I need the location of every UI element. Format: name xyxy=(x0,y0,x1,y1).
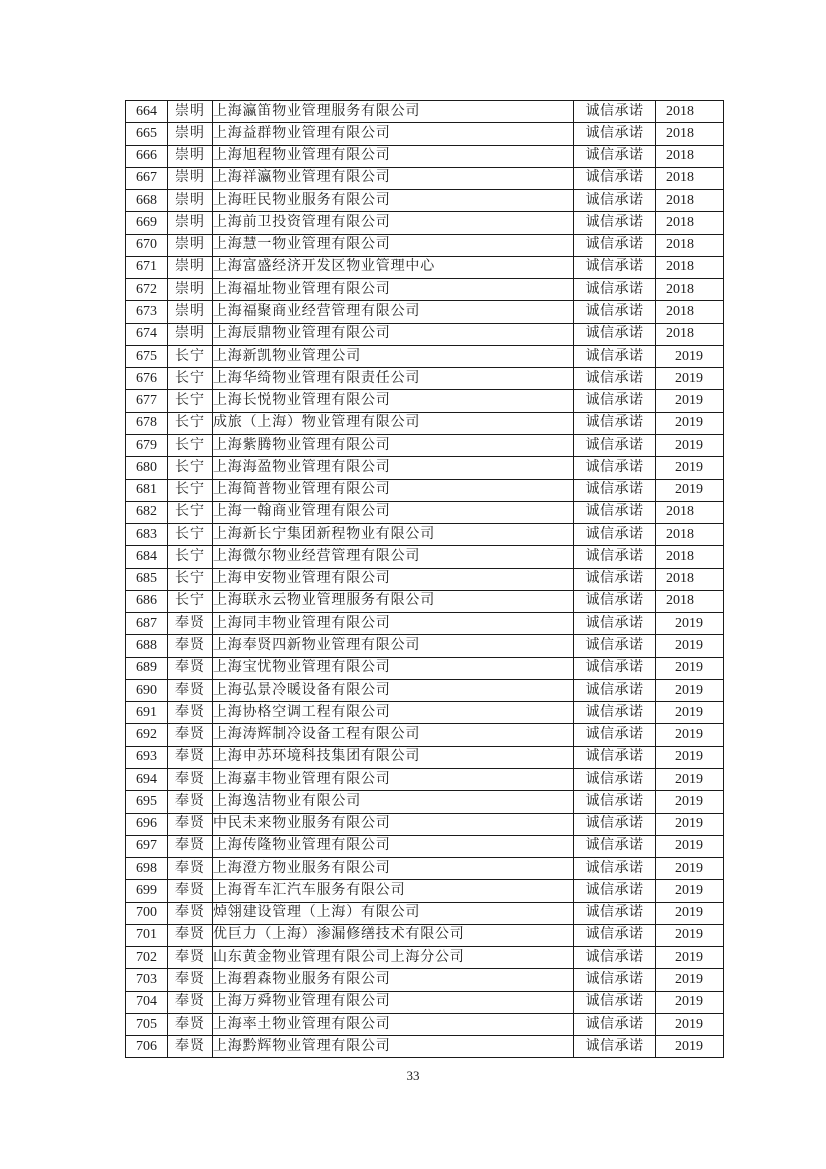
row-number-cell: 694 xyxy=(126,768,168,790)
district-cell: 长宁 xyxy=(168,457,213,479)
table-row xyxy=(126,613,724,635)
table-row xyxy=(126,657,724,679)
year-cell: 2018 xyxy=(656,568,724,590)
table-row xyxy=(126,434,724,456)
row-number-cell: 687 xyxy=(126,613,168,635)
company-name-cell: 上海辰鼎物业管理有限公司 xyxy=(213,323,574,345)
table-row xyxy=(126,1013,724,1035)
year-cell: 2019 xyxy=(656,791,724,813)
commitment-cell: 诚信承诺 xyxy=(574,1013,656,1035)
row-number-cell: 685 xyxy=(126,568,168,590)
row-number-cell: 676 xyxy=(126,368,168,390)
row-number-cell: 667 xyxy=(126,167,168,189)
commitment-cell: 诚信承诺 xyxy=(574,635,656,657)
row-number-cell: 674 xyxy=(126,323,168,345)
table-row xyxy=(126,702,724,724)
row-number-cell: 666 xyxy=(126,145,168,167)
company-name-cell: 上海新凯物业管理公司 xyxy=(213,345,574,367)
company-name-cell: 上海率土物业管理有限公司 xyxy=(213,1013,574,1035)
table-row xyxy=(126,479,724,501)
district-cell: 奉贤 xyxy=(168,835,213,857)
commitment-cell: 诚信承诺 xyxy=(574,791,656,813)
year-cell: 2018 xyxy=(656,279,724,301)
company-name-cell: 上海祥瀛物业管理有限公司 xyxy=(213,167,574,189)
commitment-cell: 诚信承诺 xyxy=(574,991,656,1013)
commitment-cell: 诚信承诺 xyxy=(574,301,656,323)
table-row xyxy=(126,924,724,946)
district-cell: 奉贤 xyxy=(168,613,213,635)
district-cell: 长宁 xyxy=(168,434,213,456)
row-number-cell: 692 xyxy=(126,724,168,746)
row-number-cell: 679 xyxy=(126,434,168,456)
commitment-cell: 诚信承诺 xyxy=(574,323,656,345)
company-name-cell: 优巨力（上海）渗漏修缮技术有限公司 xyxy=(213,924,574,946)
commitment-cell: 诚信承诺 xyxy=(574,613,656,635)
year-cell: 2019 xyxy=(656,768,724,790)
commitment-cell: 诚信承诺 xyxy=(574,1036,656,1058)
table-row xyxy=(126,145,724,167)
district-cell: 奉贤 xyxy=(168,902,213,924)
table-row xyxy=(126,524,724,546)
row-number-cell: 682 xyxy=(126,501,168,523)
district-cell: 长宁 xyxy=(168,546,213,568)
year-cell: 2019 xyxy=(656,368,724,390)
commitment-cell: 诚信承诺 xyxy=(574,234,656,256)
company-name-cell: 上海长悦物业管理有限公司 xyxy=(213,390,574,412)
district-cell: 崇明 xyxy=(168,301,213,323)
year-cell: 2018 xyxy=(656,256,724,278)
district-cell: 奉贤 xyxy=(168,724,213,746)
commitment-cell: 诚信承诺 xyxy=(574,123,656,145)
company-name-cell: 成旅（上海）物业管理有限公司 xyxy=(213,412,574,434)
table-row xyxy=(126,568,724,590)
company-name-cell: 上海益群物业管理有限公司 xyxy=(213,123,574,145)
company-name-cell: 上海传隆物业管理有限公司 xyxy=(213,835,574,857)
company-name-cell: 上海申安物业管理有限公司 xyxy=(213,568,574,590)
district-cell: 奉贤 xyxy=(168,991,213,1013)
table-row xyxy=(126,457,724,479)
table-row xyxy=(126,813,724,835)
district-cell: 长宁 xyxy=(168,412,213,434)
district-cell: 崇明 xyxy=(168,101,213,123)
row-number-cell: 683 xyxy=(126,524,168,546)
table-row xyxy=(126,212,724,234)
company-name-cell: 上海华绮物业管理有限责任公司 xyxy=(213,368,574,390)
row-number-cell: 686 xyxy=(126,590,168,612)
commitment-cell: 诚信承诺 xyxy=(574,345,656,367)
district-cell: 崇明 xyxy=(168,145,213,167)
company-name-cell: 上海微尔物业经营管理有限公司 xyxy=(213,546,574,568)
year-cell: 2019 xyxy=(656,902,724,924)
district-cell: 崇明 xyxy=(168,323,213,345)
year-cell: 2018 xyxy=(656,590,724,612)
year-cell: 2019 xyxy=(656,813,724,835)
row-number-cell: 670 xyxy=(126,234,168,256)
row-number-cell: 665 xyxy=(126,123,168,145)
table-row xyxy=(126,969,724,991)
commitment-cell: 诚信承诺 xyxy=(574,969,656,991)
district-cell: 长宁 xyxy=(168,479,213,501)
year-cell: 2018 xyxy=(656,234,724,256)
table-row xyxy=(126,101,724,123)
year-cell: 2019 xyxy=(656,1036,724,1058)
company-name-cell: 上海涛辉制冷设备工程有限公司 xyxy=(213,724,574,746)
year-cell: 2018 xyxy=(656,190,724,212)
commitment-cell: 诚信承诺 xyxy=(574,434,656,456)
year-cell: 2018 xyxy=(656,212,724,234)
year-cell: 2019 xyxy=(656,746,724,768)
company-name-cell: 中民未来物业服务有限公司 xyxy=(213,813,574,835)
year-cell: 2018 xyxy=(656,167,724,189)
row-number-cell: 693 xyxy=(126,746,168,768)
row-number-cell: 698 xyxy=(126,858,168,880)
commitment-cell: 诚信承诺 xyxy=(574,768,656,790)
district-cell: 奉贤 xyxy=(168,880,213,902)
district-cell: 崇明 xyxy=(168,167,213,189)
district-cell: 长宁 xyxy=(168,590,213,612)
year-cell: 2019 xyxy=(656,969,724,991)
commitment-cell: 诚信承诺 xyxy=(574,657,656,679)
table-row xyxy=(126,167,724,189)
row-number-cell: 695 xyxy=(126,791,168,813)
table-row xyxy=(126,234,724,256)
district-cell: 长宁 xyxy=(168,524,213,546)
row-number-cell: 664 xyxy=(126,101,168,123)
year-cell: 2019 xyxy=(656,613,724,635)
commitment-cell: 诚信承诺 xyxy=(574,256,656,278)
table-row xyxy=(126,123,724,145)
company-name-cell: 上海旺民物业服务有限公司 xyxy=(213,190,574,212)
year-cell: 2019 xyxy=(656,657,724,679)
commitment-cell: 诚信承诺 xyxy=(574,501,656,523)
year-cell: 2019 xyxy=(656,345,724,367)
commitment-cell: 诚信承诺 xyxy=(574,858,656,880)
table-row xyxy=(126,323,724,345)
district-cell: 长宁 xyxy=(168,368,213,390)
commitment-cell: 诚信承诺 xyxy=(574,702,656,724)
commitment-cell: 诚信承诺 xyxy=(574,679,656,701)
row-number-cell: 703 xyxy=(126,969,168,991)
company-name-cell: 上海弘景冷暖设备有限公司 xyxy=(213,679,574,701)
row-number-cell: 705 xyxy=(126,1013,168,1035)
district-cell: 奉贤 xyxy=(168,813,213,835)
district-cell: 奉贤 xyxy=(168,1013,213,1035)
table-row xyxy=(126,880,724,902)
company-name-cell: 上海福聚商业经营管理有限公司 xyxy=(213,301,574,323)
year-cell: 2019 xyxy=(656,924,724,946)
company-name-cell: 上海新长宁集团新程物业有限公司 xyxy=(213,524,574,546)
company-name-cell: 上海宝忧物业管理有限公司 xyxy=(213,657,574,679)
company-name-cell: 上海旭程物业管理有限公司 xyxy=(213,145,574,167)
table-row xyxy=(126,345,724,367)
row-number-cell: 697 xyxy=(126,835,168,857)
year-cell: 2019 xyxy=(656,858,724,880)
commitment-cell: 诚信承诺 xyxy=(574,167,656,189)
company-name-cell: 上海紫腾物业管理有限公司 xyxy=(213,434,574,456)
district-cell: 奉贤 xyxy=(168,1036,213,1058)
commitment-cell: 诚信承诺 xyxy=(574,835,656,857)
company-name-cell: 上海胥车汇汽车服务有限公司 xyxy=(213,880,574,902)
year-cell: 2019 xyxy=(656,679,724,701)
district-cell: 奉贤 xyxy=(168,679,213,701)
commitment-cell: 诚信承诺 xyxy=(574,212,656,234)
year-cell: 2018 xyxy=(656,546,724,568)
commitment-cell: 诚信承诺 xyxy=(574,368,656,390)
year-cell: 2018 xyxy=(656,501,724,523)
company-name-cell: 山东黄金物业管理有限公司上海分公司 xyxy=(213,947,574,969)
row-number-cell: 680 xyxy=(126,457,168,479)
row-number-cell: 668 xyxy=(126,190,168,212)
table-row xyxy=(126,190,724,212)
table-row xyxy=(126,768,724,790)
district-cell: 长宁 xyxy=(168,390,213,412)
district-cell: 奉贤 xyxy=(168,768,213,790)
commitment-cell: 诚信承诺 xyxy=(574,524,656,546)
table-row xyxy=(126,590,724,612)
company-name-cell: 上海澄方物业服务有限公司 xyxy=(213,858,574,880)
commitment-cell: 诚信承诺 xyxy=(574,145,656,167)
table-row xyxy=(126,746,724,768)
commitment-cell: 诚信承诺 xyxy=(574,279,656,301)
district-cell: 奉贤 xyxy=(168,657,213,679)
row-number-cell: 675 xyxy=(126,345,168,367)
commitment-cell: 诚信承诺 xyxy=(574,902,656,924)
company-name-cell: 上海福址物业管理有限公司 xyxy=(213,279,574,301)
table-row xyxy=(126,858,724,880)
companies-table xyxy=(125,100,724,1058)
year-cell: 2019 xyxy=(656,724,724,746)
commitment-cell: 诚信承诺 xyxy=(574,813,656,835)
company-name-cell: 上海同丰物业管理有限公司 xyxy=(213,613,574,635)
company-name-cell: 上海嘉丰物业管理有限公司 xyxy=(213,768,574,790)
table-row xyxy=(126,635,724,657)
table-row xyxy=(126,947,724,969)
year-cell: 2018 xyxy=(656,145,724,167)
row-number-cell: 669 xyxy=(126,212,168,234)
row-number-cell: 696 xyxy=(126,813,168,835)
table-row xyxy=(126,679,724,701)
district-cell: 奉贤 xyxy=(168,746,213,768)
company-name-cell: 上海申苏环境科技集团有限公司 xyxy=(213,746,574,768)
district-cell: 长宁 xyxy=(168,345,213,367)
table-row xyxy=(126,390,724,412)
district-cell: 崇明 xyxy=(168,279,213,301)
commitment-cell: 诚信承诺 xyxy=(574,412,656,434)
year-cell: 2019 xyxy=(656,390,724,412)
year-cell: 2019 xyxy=(656,457,724,479)
year-cell: 2019 xyxy=(656,702,724,724)
year-cell: 2019 xyxy=(656,947,724,969)
page-number: 33 xyxy=(406,1068,420,1083)
commitment-cell: 诚信承诺 xyxy=(574,947,656,969)
row-number-cell: 704 xyxy=(126,991,168,1013)
district-cell: 崇明 xyxy=(168,256,213,278)
commitment-cell: 诚信承诺 xyxy=(574,390,656,412)
company-name-cell: 上海奉贤四新物业管理有限公司 xyxy=(213,635,574,657)
year-cell: 2019 xyxy=(656,635,724,657)
company-name-cell: 上海协格空调工程有限公司 xyxy=(213,702,574,724)
district-cell: 奉贤 xyxy=(168,924,213,946)
district-cell: 奉贤 xyxy=(168,969,213,991)
district-cell: 奉贤 xyxy=(168,702,213,724)
row-number-cell: 671 xyxy=(126,256,168,278)
table-row xyxy=(126,724,724,746)
table-row xyxy=(126,902,724,924)
commitment-cell: 诚信承诺 xyxy=(574,479,656,501)
company-name-cell: 上海逸洁物业有限公司 xyxy=(213,791,574,813)
district-cell: 长宁 xyxy=(168,568,213,590)
company-name-cell: 上海富盛经济开发区物业管理中心 xyxy=(213,256,574,278)
year-cell: 2019 xyxy=(656,880,724,902)
table-row xyxy=(126,791,724,813)
commitment-cell: 诚信承诺 xyxy=(574,924,656,946)
row-number-cell: 700 xyxy=(126,902,168,924)
row-number-cell: 673 xyxy=(126,301,168,323)
row-number-cell: 706 xyxy=(126,1036,168,1058)
company-name-cell: 焯翎建设管理（上海）有限公司 xyxy=(213,902,574,924)
company-name-cell: 上海联永云物业管理服务有限公司 xyxy=(213,590,574,612)
district-cell: 崇明 xyxy=(168,212,213,234)
row-number-cell: 677 xyxy=(126,390,168,412)
table-row xyxy=(126,501,724,523)
row-number-cell: 690 xyxy=(126,679,168,701)
commitment-cell: 诚信承诺 xyxy=(574,746,656,768)
commitment-cell: 诚信承诺 xyxy=(574,190,656,212)
year-cell: 2018 xyxy=(656,123,724,145)
district-cell: 崇明 xyxy=(168,123,213,145)
row-number-cell: 691 xyxy=(126,702,168,724)
row-number-cell: 699 xyxy=(126,880,168,902)
year-cell: 2018 xyxy=(656,323,724,345)
company-name-cell: 上海一翰商业管理有限公司 xyxy=(213,501,574,523)
district-cell: 奉贤 xyxy=(168,947,213,969)
row-number-cell: 701 xyxy=(126,924,168,946)
row-number-cell: 684 xyxy=(126,546,168,568)
table-row xyxy=(126,835,724,857)
year-cell: 2018 xyxy=(656,524,724,546)
table-row xyxy=(126,546,724,568)
year-cell: 2019 xyxy=(656,434,724,456)
commitment-cell: 诚信承诺 xyxy=(574,101,656,123)
year-cell: 2018 xyxy=(656,301,724,323)
row-number-cell: 689 xyxy=(126,657,168,679)
row-number-cell: 681 xyxy=(126,479,168,501)
row-number-cell: 702 xyxy=(126,947,168,969)
company-name-cell: 上海慧一物业管理有限公司 xyxy=(213,234,574,256)
commitment-cell: 诚信承诺 xyxy=(574,880,656,902)
commitment-cell: 诚信承诺 xyxy=(574,568,656,590)
table-row xyxy=(126,256,724,278)
commitment-cell: 诚信承诺 xyxy=(574,457,656,479)
company-name-cell: 上海碧森物业服务有限公司 xyxy=(213,969,574,991)
district-cell: 奉贤 xyxy=(168,858,213,880)
district-cell: 崇明 xyxy=(168,234,213,256)
district-cell: 奉贤 xyxy=(168,791,213,813)
row-number-cell: 688 xyxy=(126,635,168,657)
table-row xyxy=(126,368,724,390)
company-table-body xyxy=(126,101,724,1058)
year-cell: 2019 xyxy=(656,479,724,501)
company-name-cell: 上海前卫投资管理有限公司 xyxy=(213,212,574,234)
district-cell: 崇明 xyxy=(168,190,213,212)
year-cell: 2019 xyxy=(656,1013,724,1035)
year-cell: 2019 xyxy=(656,412,724,434)
district-cell: 长宁 xyxy=(168,501,213,523)
table-row xyxy=(126,1036,724,1058)
commitment-cell: 诚信承诺 xyxy=(574,546,656,568)
table-row xyxy=(126,279,724,301)
company-name-cell: 上海瀛笛物业管理服务有限公司 xyxy=(213,101,574,123)
commitment-cell: 诚信承诺 xyxy=(574,590,656,612)
table-row xyxy=(126,991,724,1013)
district-cell: 奉贤 xyxy=(168,635,213,657)
row-number-cell: 672 xyxy=(126,279,168,301)
year-cell: 2019 xyxy=(656,835,724,857)
commitment-cell: 诚信承诺 xyxy=(574,724,656,746)
table-row xyxy=(126,301,724,323)
year-cell: 2019 xyxy=(656,991,724,1013)
company-name-cell: 上海黔辉物业管理有限公司 xyxy=(213,1036,574,1058)
year-cell: 2018 xyxy=(656,101,724,123)
table-row xyxy=(126,412,724,434)
company-name-cell: 上海海盈物业管理有限公司 xyxy=(213,457,574,479)
company-name-cell: 上海简普物业管理有限公司 xyxy=(213,479,574,501)
row-number-cell: 678 xyxy=(126,412,168,434)
company-name-cell: 上海万舜物业管理有限公司 xyxy=(213,991,574,1013)
